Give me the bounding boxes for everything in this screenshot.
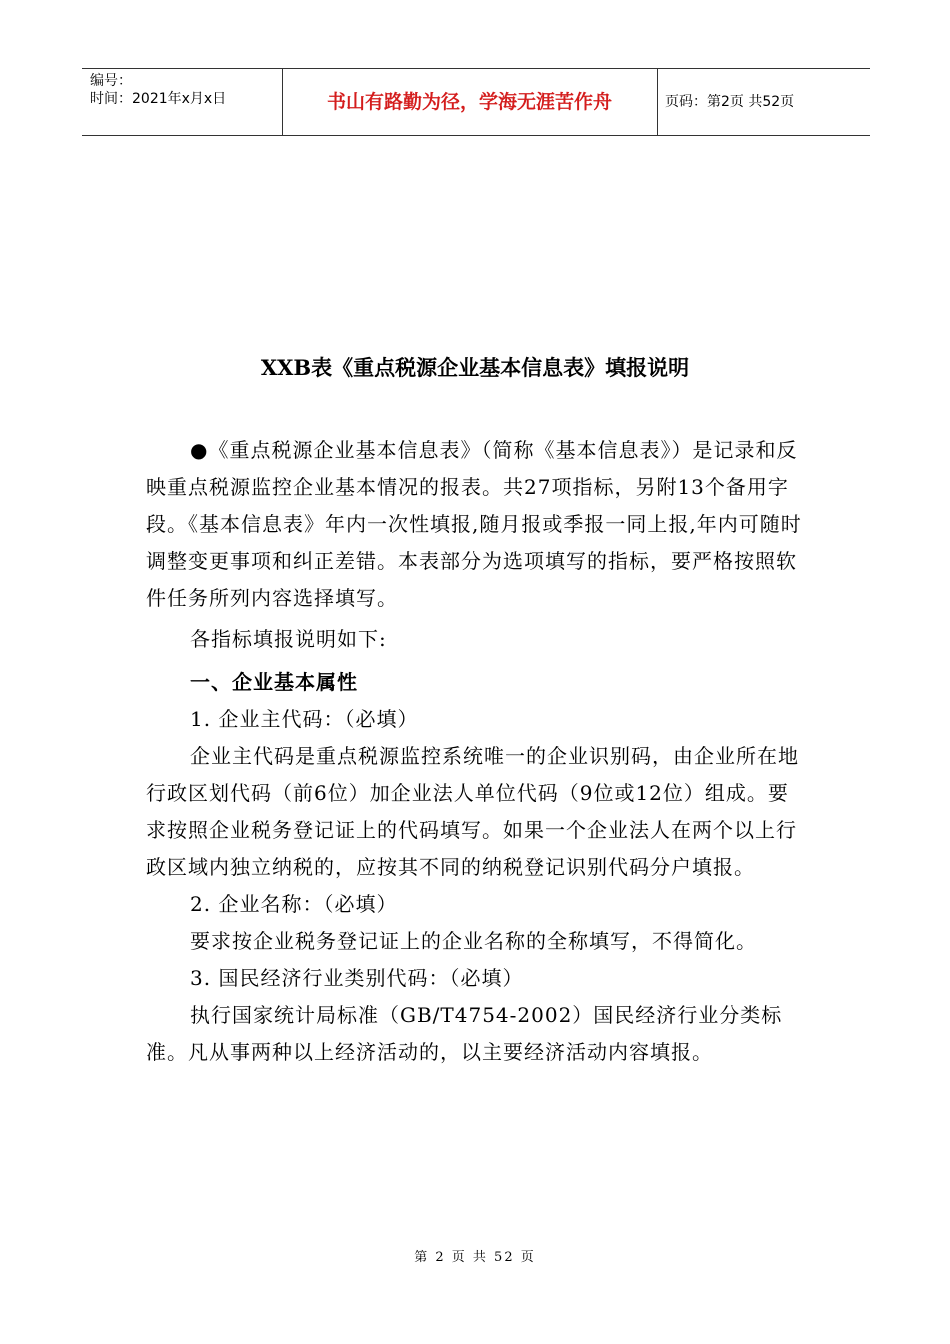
section-heading: 一、企业基本属性 [190,670,358,694]
item-2-label: 2. 企业名称：（必填） [190,892,398,916]
document-body [146,432,806,1071]
item-1-text: 企业主代码是重点税源监控系统唯一的企业识别码，由企业所在地行政区划代码（前6位）加企业法人单位代码（9位或12位）组成。要求按照企业税务登记证上的代码填写。如果一个企业法人在两个以上行政区域内独立纳税的，应按其不同的纳税登记识别代码分户填报。 [146,744,799,879]
page-header [82,68,870,136]
header-motto: 书山有路勤为径，学海无涯苦作舟 [282,69,658,135]
item-3-text: 执行国家统计局标准（GB/T4754-2002）国民经济行业分类标准。凡从事两种以上经济活动的，以主要经济活动内容填报。 [146,1003,783,1064]
item-2-text: 要求按企业税务登记证上的企业名称的全称填写，不得简化。 [190,929,757,953]
item-1-label: 1. 企业主代码：（必填） [190,707,419,731]
header-meta [82,69,283,135]
intro-line: 各指标填报说明如下: [190,627,387,651]
document-title: XXB表《重点税源企业基本信息表》填报说明 [260,355,690,380]
item-3-label: 3. 国民经济行业类别代码：（必填） [190,966,524,990]
intro-paragraph: ●《重点税源企业基本信息表》（简称《基本信息表》）是记录和反映重点税源监控企业基本情况的报表。共27项指标，另附13个备用字段。《基本信息表》年内一次性填报,随月报或季报一同上报,年内可随时调整变更事项和纠正差错。本表部分为选项填写的指标，要严格按照软件任务所列内容选择填写。 [146,438,802,610]
page-footer: 第 2 页 共 52 页 [414,1250,536,1265]
header-page-info: 页码：第2页 共52页 [665,94,795,110]
time-label: 时间：2021年x月x日 [90,91,227,107]
number-label: 编号： [90,73,132,89]
